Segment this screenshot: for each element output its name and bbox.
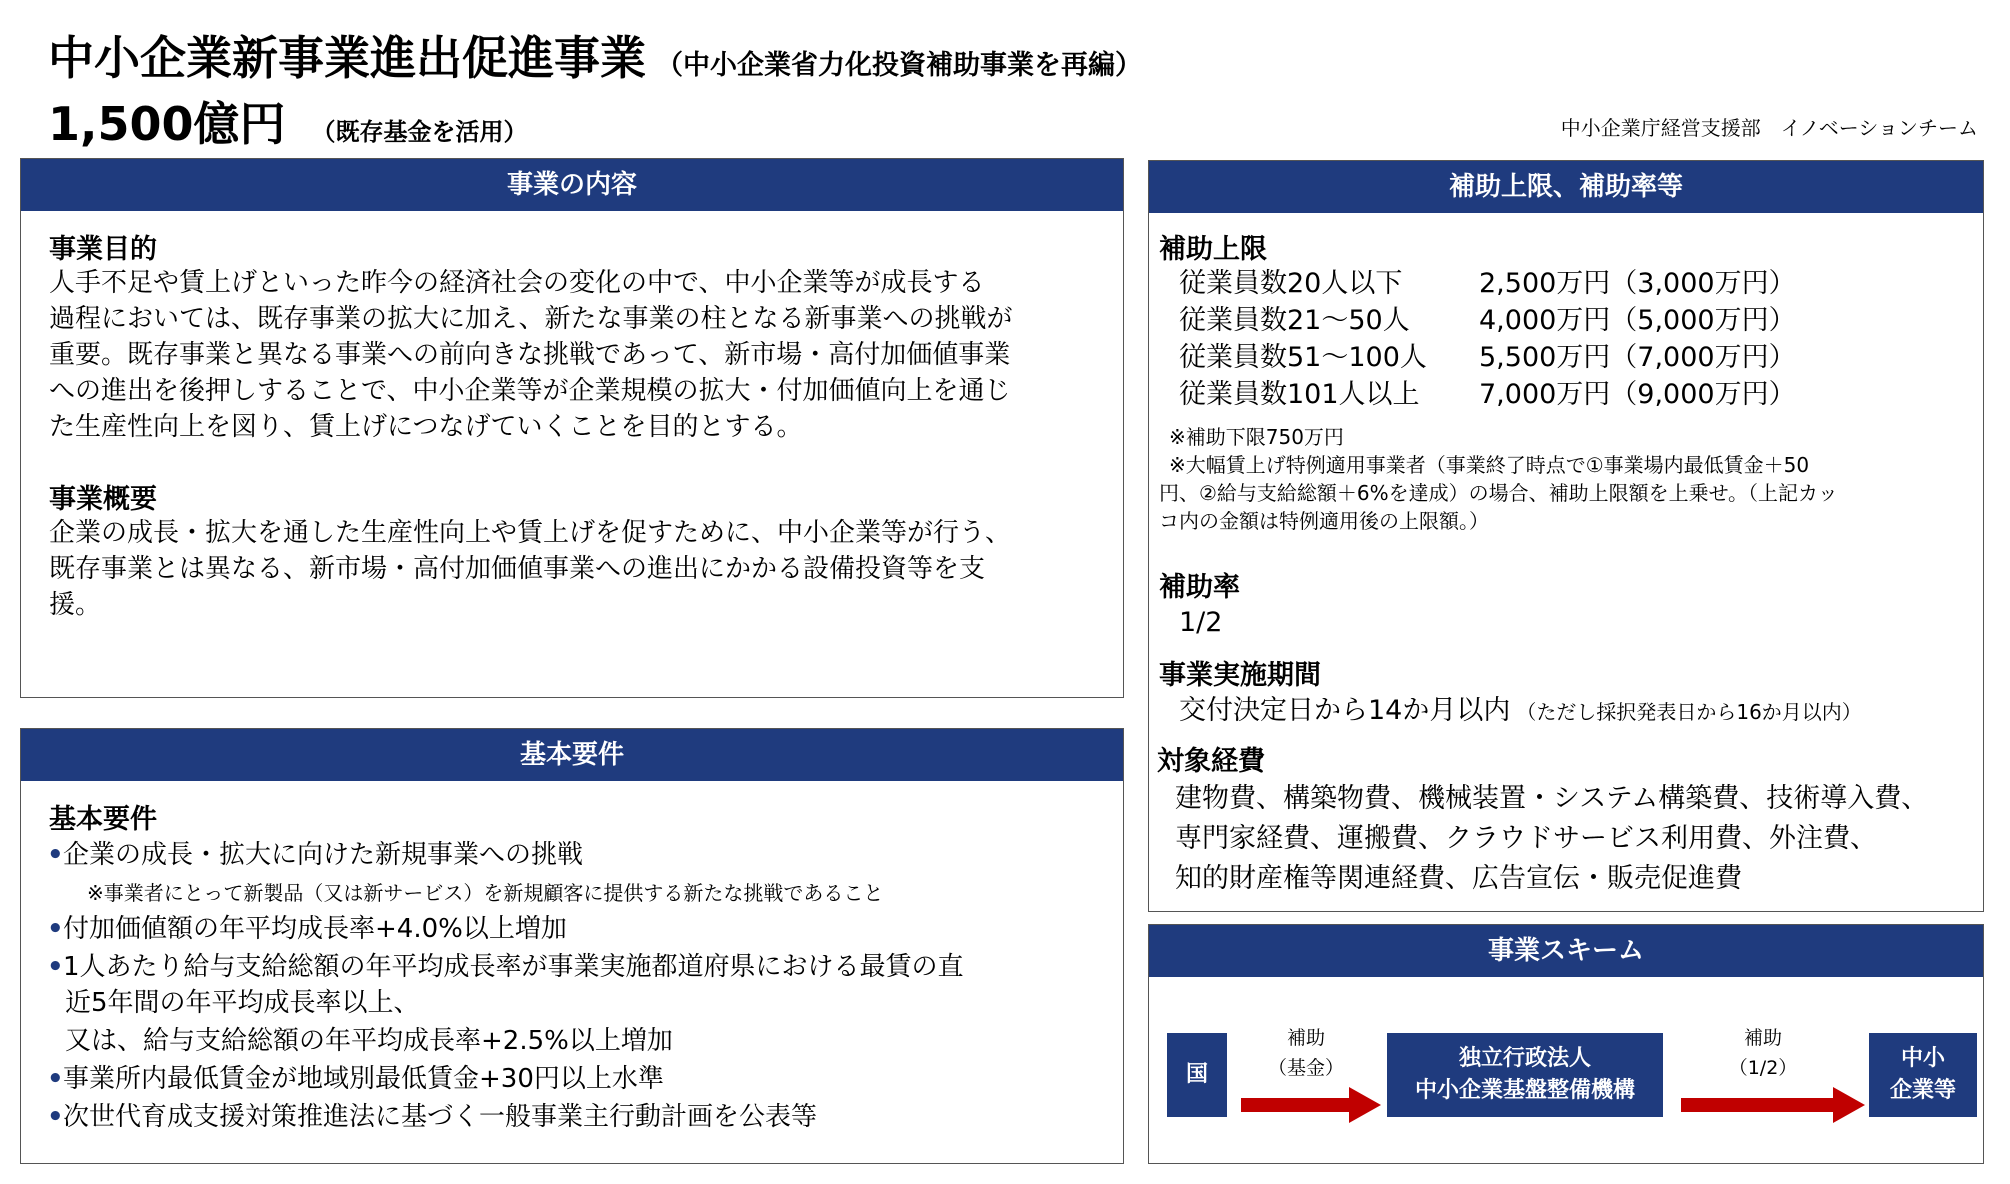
period-value: 交付決定日から14か月以内 （ただし採択発表日から16か月以内）: [1179, 695, 1862, 726]
requirements-title: 基本要件: [49, 804, 157, 835]
title-main: 中小企業新事業進出促進事業: [48, 31, 646, 85]
budget-amount: 1,500億円: [48, 97, 286, 151]
purpose-line: への進出を後押しすることで、中小企業等が企業規模の拡大・付加価値向上を通じ: [49, 376, 1011, 406]
smrj-node: 独立行政法人 中小企業基盤整備機構: [1387, 1033, 1663, 1117]
subsidy-panel: [1148, 160, 1984, 912]
limit-note: コ内の金額は特例適用後の上限額。）: [1159, 509, 1489, 533]
requirements-panel: [20, 728, 1124, 1164]
arrow-right-icon: [1681, 1087, 1865, 1123]
period-title: 事業実施期間: [1159, 660, 1321, 691]
scheme-panel: [1148, 924, 1984, 1164]
rate-title: 補助率: [1159, 572, 1240, 603]
content-panel-heading: 事業の内容: [21, 159, 1123, 211]
limit-note: 円、②給与支給総額＋6%を達成）の場合、補助上限額を上乗せ。（上記カッ: [1159, 481, 1838, 505]
purpose-line: 人手不足や賃上げといった昨今の経済社会の変化の中で、中小企業等が成長する: [49, 268, 985, 298]
purpose-line: 重要。既存事業と異なる事業への前向きな挑戦であって、新市場・高付加価値事業: [49, 340, 1011, 370]
expense-line: 建物費、構築物費、機械装置・システム構築費、技術導入費、: [1175, 783, 1929, 814]
limit-row: 従業員数21～50人 4,000万円（5,000万円）: [1179, 305, 1796, 336]
purpose-title: 事業目的: [49, 234, 157, 265]
arrow2-label: 補助 （1/2）: [1728, 1027, 1798, 1079]
bullet-icon: •: [47, 914, 64, 944]
arrow1-label: 補助 （基金）: [1267, 1027, 1344, 1079]
expense-line: 知的財産権等関連経費、広告宣伝・販売促進費: [1175, 863, 1742, 894]
sme-node: 中小 企業等: [1869, 1033, 1977, 1117]
requirement-note: ※事業者にとって新製品（又は新サービス）を新規顧客に提供する新たな挑戦であること: [87, 881, 884, 905]
limit-title: 補助上限: [1159, 234, 1267, 265]
requirements-panel-heading: 基本要件: [21, 729, 1123, 781]
limit-row: 従業員数101人以上 7,000万円（9,000万円）: [1179, 379, 1796, 410]
purpose-line: た生産性向上を図り、賃上げにつなげていくことを目的とする。: [49, 412, 803, 442]
requirement-item: •1人あたり給与支給総額の年平均成長率が事業実施都道府県における最賃の直: [47, 949, 964, 985]
bullet-icon: •: [47, 1064, 64, 1094]
scheme-panel-heading: 事業スキーム: [1149, 925, 1983, 977]
requirement-item: •次世代育成支援対策推進法に基づく一般事業主行動計画を公表等: [47, 1099, 817, 1135]
bullet-icon: •: [47, 1102, 64, 1132]
bullet-icon: •: [47, 952, 64, 982]
limit-row: 従業員数20人以下 2,500万円（3,000万円）: [1179, 268, 1796, 299]
overview-line: 企業の成長・拡大を通した生産性向上や賃上げを促すために、中小企業等が行う、: [49, 518, 1012, 548]
overview-line: 援。: [49, 590, 102, 620]
bullet-icon: •: [47, 840, 64, 870]
expense-title: 対象経費: [1157, 746, 1265, 777]
overview-title: 事業概要: [49, 484, 157, 515]
expense-line: 専門家経費、運搬費、クラウドサービス利用費、外注費、: [1175, 823, 1877, 854]
arrow-right-icon: [1241, 1087, 1381, 1123]
country-node: 国: [1167, 1033, 1227, 1117]
requirement-item: •企業の成長・拡大に向けた新規事業への挑戦: [47, 837, 583, 873]
subsidy-panel-heading: 補助上限、補助率等: [1149, 161, 1983, 213]
limit-row: 従業員数51～100人 5,500万円（7,000万円）: [1179, 342, 1796, 373]
rate-value: 1/2: [1179, 607, 1223, 638]
budget-sub: （既存基金を活用）: [311, 118, 528, 146]
requirement-item: •付加価値額の年平均成長率+4.0%以上増加: [47, 911, 567, 947]
department-label: 中小企業庁経営支援部 イノベーションチーム: [1560, 116, 1978, 140]
overview-line: 既存事業とは異なる、新市場・高付加価値事業への進出にかかる設備投資等を支: [49, 554, 986, 584]
budget-title: [48, 88, 528, 154]
requirement-continuation: 又は、給与支給総額の年平均成長率+2.5%以上増加: [65, 1026, 673, 1056]
limit-note: ※大幅賃上げ特例適用事業者（事業終了時点で①事業場内最低賃金＋50: [1169, 453, 1810, 477]
page-title: [48, 22, 1142, 88]
content-panel: [20, 158, 1124, 698]
period-note: （ただし採択発表日から16か月以内）: [1516, 700, 1862, 724]
limit-note: ※補助下限750万円: [1169, 425, 1344, 449]
purpose-line: 過程においては、既存事業の拡大に加え、新たな事業の柱となる新事業への挑戦が: [49, 304, 1013, 334]
title-sub: （中小企業省力化投資補助事業を再編）: [656, 50, 1142, 81]
requirement-item: •事業所内最低賃金が地域別最低賃金+30円以上水準: [47, 1061, 664, 1097]
requirement-continuation: 近5年間の年平均成長率以上、: [65, 988, 420, 1018]
